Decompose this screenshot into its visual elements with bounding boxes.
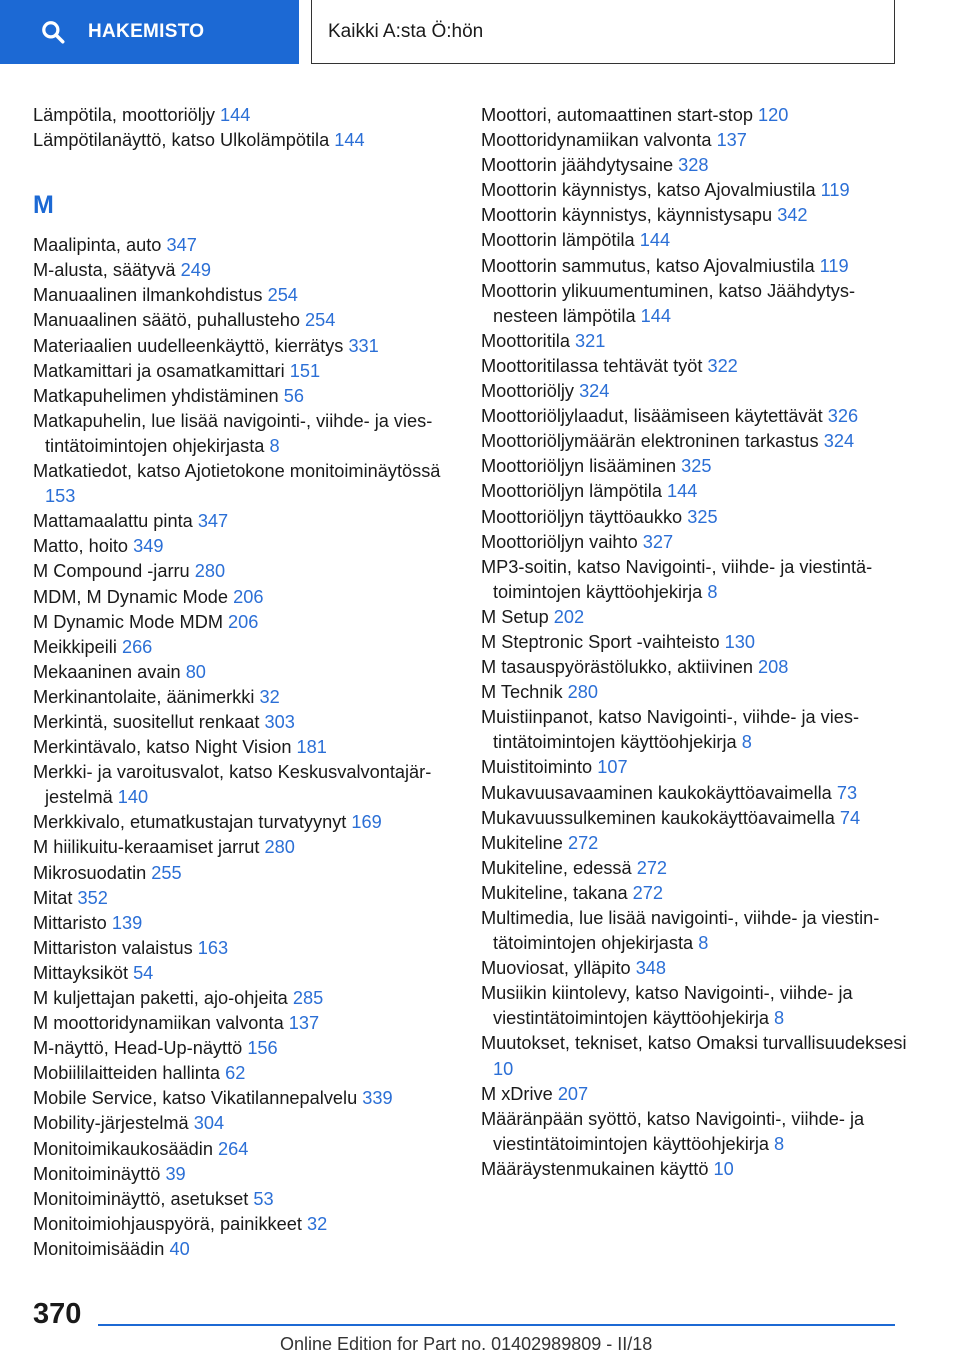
index-entry xyxy=(33,233,463,258)
index-entry-term: Manuaalinen ilmankohdistus xyxy=(33,285,263,306)
index-entry xyxy=(481,153,911,178)
index-entry-term: Moottoritilassa tehtävät työt xyxy=(481,355,703,376)
page-reference-link[interactable]: 266 xyxy=(121,636,153,657)
index-entry xyxy=(481,806,911,831)
page-reference-link[interactable]: 342 xyxy=(777,205,808,226)
footer-divider xyxy=(98,1324,895,1326)
index-entry-term: Materiaalien uudelleenkäyttö, kierrätys xyxy=(33,335,344,356)
index-list-right xyxy=(481,103,911,1182)
page-reference-link[interactable]: 54 xyxy=(133,962,154,983)
page-reference-link[interactable]: 327 xyxy=(642,531,674,552)
index-entry xyxy=(33,509,463,534)
index-entry xyxy=(481,680,911,705)
page-reference-link[interactable]: 280 xyxy=(264,837,295,858)
index-entry-term: Mukiteline, edessä xyxy=(481,857,632,878)
index-column-right xyxy=(481,103,911,1182)
page-reference-link[interactable]: 39 xyxy=(165,1163,186,1184)
index-entry xyxy=(33,635,463,660)
index-entry-term: Musiikin kiintolevy, katso Navigointi-, viihde- ja viestintätoimintojen käyttöohjekirja xyxy=(481,983,853,1029)
page-reference-link[interactable]: 32 xyxy=(259,686,280,707)
page-reference-link[interactable]: 120 xyxy=(758,105,789,125)
index-entry xyxy=(33,710,463,735)
index-entry xyxy=(33,986,463,1011)
index-entry-term: Mittayksiköt xyxy=(33,962,128,983)
page-reference-link[interactable]: 352 xyxy=(77,887,108,908)
index-entry-term: Muoviosat, ylläpito xyxy=(481,958,631,979)
index-column-left xyxy=(33,103,463,1262)
index-entry xyxy=(481,1157,911,1182)
index-entry-term: Moottoriöljy xyxy=(481,381,574,402)
index-entry xyxy=(33,861,463,886)
index-entry xyxy=(481,605,911,630)
index-entry xyxy=(33,610,463,635)
index-entry-term: Mittaristo xyxy=(33,912,107,933)
index-entry-term: Moottori, automaattinen start-stop xyxy=(481,105,753,125)
index-entry xyxy=(33,961,463,986)
page-reference-link[interactable]: 10 xyxy=(713,1158,734,1179)
page-reference-link[interactable]: 107 xyxy=(597,757,628,778)
index-entry-term: Matkapuhelimen yhdistäminen xyxy=(33,385,279,406)
index-entry xyxy=(481,128,911,153)
index-entry-term: Moottorin lämpötila xyxy=(481,230,635,251)
index-entry xyxy=(481,831,911,856)
index-entry-term: Moottorin jäähdytysaine xyxy=(481,155,674,176)
page-reference-link[interactable]: 137 xyxy=(716,130,747,151)
index-list-left xyxy=(33,233,463,1262)
index-entry-term: Moottoriöljylaadut, lisäämiseen käytettävät xyxy=(481,406,823,427)
index-entry xyxy=(481,856,911,881)
page-reference-link[interactable]: 169 xyxy=(351,812,382,833)
index-entry-term: M Steptronic Sport -vaihteisto xyxy=(481,631,720,652)
index-entry xyxy=(33,1187,463,1212)
page-reference-link[interactable]: 322 xyxy=(707,355,738,376)
index-entry-term: Manuaalinen säätö, puhallusteho xyxy=(33,310,300,331)
index-entry xyxy=(481,906,911,956)
index-entry xyxy=(481,781,911,806)
index-entry-term: Merkintä, suositellut renkaat xyxy=(33,711,260,732)
page-reference-link[interactable]: 181 xyxy=(296,737,327,758)
index-entry-term: M kuljettajan paketti, ajo-ohjeita xyxy=(33,988,288,1008)
page-reference-link[interactable]: 144 xyxy=(640,305,671,326)
page-reference-link[interactable]: 254 xyxy=(305,310,336,331)
index-entry xyxy=(33,911,463,936)
index-entry xyxy=(33,886,463,911)
page-reference-link[interactable]: 56 xyxy=(283,385,304,406)
index-entry-term: Mobile Service, katso Vikatilannepalvelu xyxy=(33,1088,358,1109)
index-entry-term: Maalipinta, auto xyxy=(33,235,162,256)
index-entry-term: M moottoridynamiikan valvonta xyxy=(33,1013,284,1034)
index-entry-term: Mukavuussulkeminen kaukokäyttöavaimella xyxy=(481,807,835,828)
index-entry xyxy=(481,178,911,203)
page-reference-link[interactable]: 264 xyxy=(218,1138,249,1159)
index-entry-term: Muistiinpanot, katso Navigointi-, viihde- ja viestintätoimintojen käyttöohjekirja xyxy=(481,707,860,753)
page-reference-link[interactable]: 325 xyxy=(687,506,718,527)
page-reference-link[interactable]: 137 xyxy=(288,1013,320,1034)
page-reference-link[interactable]: 40 xyxy=(169,1238,190,1259)
page-reference-link[interactable]: 8 xyxy=(698,933,709,954)
page-reference-link[interactable]: 8 xyxy=(707,581,718,602)
page-reference-link[interactable]: 156 xyxy=(247,1038,278,1059)
page-reference-link[interactable]: 254 xyxy=(267,285,298,306)
page-number: 370 xyxy=(33,1298,82,1330)
index-entry-term: Lämpötila, moottoriöljy xyxy=(33,105,215,125)
index-entry-term: Moottoriöljyn vaihto xyxy=(481,531,638,552)
page-reference-link[interactable]: 119 xyxy=(820,180,850,201)
index-entry xyxy=(33,384,463,409)
index-entry-term: Mukavuusavaaminen kaukokäyttöavaimella xyxy=(481,782,832,803)
index-entry-term: Monitoiminäyttö xyxy=(33,1163,161,1184)
index-entry xyxy=(33,936,463,961)
index-entry-term: Moottoriöljymäärän elektroninen tarkastus xyxy=(481,431,819,452)
index-entry xyxy=(481,354,911,379)
index-entry-term: M tasauspyörästölukko, aktiivinen xyxy=(481,657,753,678)
top-bar xyxy=(0,0,960,66)
page-reference-link[interactable]: 207 xyxy=(557,1083,589,1104)
page-reference-link[interactable]: 130 xyxy=(724,631,755,652)
index-entry xyxy=(33,1162,463,1187)
index-entry xyxy=(481,981,911,1031)
index-entry-term: M hiilikuitu-keraamiset jarrut xyxy=(33,837,260,858)
index-entry xyxy=(481,228,911,253)
index-entry-term: Muutokset, tekniset, katso Omaksi turvallisuudeksesi xyxy=(481,1033,907,1054)
page-reference-link[interactable]: 144 xyxy=(220,105,251,125)
index-entry-term: M-näyttö, Head-Up-näyttö xyxy=(33,1038,243,1059)
page-reference-link[interactable]: 119 xyxy=(819,255,849,276)
index-entry-term: M-alusta, säätyvä xyxy=(33,260,176,281)
index-entry xyxy=(33,308,463,333)
index-entry-term: Mekaaninen avain xyxy=(33,661,181,682)
index-entry-term: Määräystenmukainen käyttö xyxy=(481,1158,709,1179)
page-reference-link[interactable]: 249 xyxy=(180,260,211,281)
index-entry-term: Matkapuhelin, lue lisää navigointi-, viihde- ja viestintätoimintojen ohjekirjasta xyxy=(33,410,433,456)
index-entry xyxy=(481,505,911,530)
index-entry xyxy=(481,254,911,279)
page-reference-link[interactable]: 140 xyxy=(117,787,149,808)
index-entry xyxy=(33,1036,463,1061)
index-entry xyxy=(481,379,911,404)
page-reference-link[interactable]: 339 xyxy=(362,1088,393,1109)
page-reference-link[interactable]: 144 xyxy=(334,130,365,151)
page-reference-link[interactable]: 74 xyxy=(839,807,861,828)
index-search-tab[interactable] xyxy=(0,0,299,64)
page-reference-link[interactable]: 272 xyxy=(567,832,599,853)
page-reference-link[interactable]: 73 xyxy=(836,782,858,803)
index-entry xyxy=(481,329,911,354)
section-letter: M xyxy=(33,191,54,220)
page-reference-link[interactable]: 202 xyxy=(553,606,585,627)
index-entry-term: Mikrosuodatin xyxy=(33,862,147,883)
index-entry-term: Monitoimikaukosäädin xyxy=(33,1138,213,1159)
index-entry-term: Merkintävalo, katso Night Vision xyxy=(33,737,292,758)
index-entry xyxy=(481,555,911,605)
page-reference-link[interactable]: 321 xyxy=(575,330,606,351)
index-entry xyxy=(33,128,463,153)
page-reference-link[interactable]: 255 xyxy=(151,862,182,883)
page-reference-link[interactable]: 144 xyxy=(639,230,671,251)
index-entry xyxy=(481,630,911,655)
index-list-left-top xyxy=(33,103,463,153)
index-entry xyxy=(33,534,463,559)
index-entry-term: Merkkivalo, etumatkustajan turvatyynyt xyxy=(33,812,347,833)
index-entry xyxy=(33,1086,463,1111)
index-entry-term: Moottoriöljyn lisääminen xyxy=(481,456,677,477)
index-entry xyxy=(481,429,911,454)
page-reference-link[interactable]: 144 xyxy=(667,481,698,502)
index-entry xyxy=(33,459,463,509)
page-reference-link[interactable]: 304 xyxy=(193,1113,225,1134)
index-entry-term: Merkki- ja varoitusvalot, katso Keskusvalvontajärjestelmä xyxy=(33,762,432,808)
page-reference-link[interactable]: 80 xyxy=(185,661,206,682)
index-entry xyxy=(481,755,911,780)
index-entry xyxy=(33,760,463,810)
index-entry xyxy=(33,1111,463,1136)
index-entry-term: MDM, M Dynamic Mode xyxy=(33,586,229,607)
index-entry-term: Moottorin käynnistys, katso Ajovalmiustila xyxy=(481,180,816,201)
index-entry-term: Lämpötilanäyttö, katso Ulkolämpötila xyxy=(33,130,330,151)
index-entry xyxy=(481,1107,911,1157)
index-entry xyxy=(481,956,911,981)
index-entry-term: Muistitoiminto xyxy=(481,757,593,778)
index-entry xyxy=(33,685,463,710)
index-entry-term: Merkinantolaite, äänimerkki xyxy=(33,686,255,707)
index-tab-label: HAKEMISTO xyxy=(88,21,205,42)
page-reference-link[interactable]: 53 xyxy=(253,1188,274,1209)
index-entry xyxy=(33,1061,463,1086)
index-entry-term: Multimedia, lue lisää navigointi-, viihde- ja viestintätoimintojen ohjekirjasta xyxy=(481,908,880,954)
index-entry xyxy=(481,103,911,128)
page-reference-link[interactable]: 206 xyxy=(233,586,264,607)
page-reference-link[interactable]: 272 xyxy=(636,857,668,878)
page-reference-link[interactable]: 8 xyxy=(774,1133,785,1154)
index-entry-term: Mittariston valaistus xyxy=(33,937,193,958)
index-entry xyxy=(481,705,911,755)
index-entry-term: M Compound -jarru xyxy=(33,561,190,582)
index-entry xyxy=(33,103,463,128)
index-entry xyxy=(33,1237,463,1262)
index-entry xyxy=(481,203,911,228)
index-entry xyxy=(481,454,911,479)
index-entry xyxy=(33,559,463,584)
page-reference-link[interactable]: 347 xyxy=(197,511,229,532)
page-reference-link[interactable]: 8 xyxy=(741,732,752,753)
index-entry-term: MP3-soitin, katso Navigointi-, viihde- ja viestintätoimintojen käyttöohjekirja xyxy=(481,556,873,602)
search-icon xyxy=(40,19,66,45)
index-entry-term: Moottorin sammutus, katso Ajovalmiustila xyxy=(481,255,815,276)
index-entry xyxy=(33,810,463,835)
page-reference-link[interactable]: 10 xyxy=(493,1058,514,1079)
index-entry-term: Mobiililaitteiden hallinta xyxy=(33,1063,221,1084)
index-entry-term: M Setup xyxy=(481,606,549,627)
page-reference-link[interactable]: 303 xyxy=(264,711,295,732)
index-entry xyxy=(481,655,911,680)
page-reference-link[interactable]: 153 xyxy=(45,486,76,507)
page-reference-link[interactable]: 347 xyxy=(166,235,197,256)
page-reference-link[interactable]: 280 xyxy=(194,561,226,582)
page-reference-link[interactable]: 325 xyxy=(681,456,712,477)
index-entry xyxy=(33,585,463,610)
index-entry xyxy=(33,1137,463,1162)
page-reference-link[interactable]: 280 xyxy=(567,682,598,703)
index-entry xyxy=(33,409,463,459)
page-reference-link[interactable]: 349 xyxy=(133,536,164,557)
index-entry xyxy=(33,1212,463,1237)
index-entry-term: Mattamaalattu pinta xyxy=(33,511,193,532)
index-entry xyxy=(33,359,463,384)
index-entry-term: Mitat xyxy=(33,887,73,908)
index-entry-term: Matkamittari ja osamatkamittari xyxy=(33,360,285,381)
page-reference-link[interactable]: 8 xyxy=(774,1008,785,1029)
page-reference-link[interactable]: 163 xyxy=(197,937,229,958)
page-reference-link[interactable]: 324 xyxy=(579,381,610,402)
index-entry xyxy=(33,660,463,685)
index-entry-term: M xDrive xyxy=(481,1083,553,1104)
page-reference-link[interactable]: 32 xyxy=(306,1213,328,1234)
index-entry-term: Moottoritila xyxy=(481,330,570,351)
index-entry xyxy=(481,881,911,906)
index-entry-term: M Dynamic Mode MDM xyxy=(33,611,223,632)
index-entry-term: M Technik xyxy=(481,682,563,703)
index-entry xyxy=(481,1031,911,1081)
page-reference-link[interactable]: 348 xyxy=(635,958,667,979)
index-entry-term: Matkatiedot, katso Ajotietokone monitoiminäytössä xyxy=(33,461,441,482)
index-entry-term: Moottorin ylikuumentuminen, katso Jäähdytysnesteen lämpötila xyxy=(481,280,856,326)
index-entry xyxy=(33,835,463,860)
page-reference-link[interactable]: 331 xyxy=(348,335,379,356)
page-reference-link[interactable]: 326 xyxy=(827,406,859,427)
index-entry xyxy=(33,258,463,283)
page-reference-link[interactable]: 285 xyxy=(292,988,324,1008)
index-entry xyxy=(33,283,463,308)
page-reference-link[interactable]: 208 xyxy=(758,657,789,678)
page-reference-link[interactable]: 328 xyxy=(678,155,709,176)
index-entry xyxy=(481,404,911,429)
page-reference-link[interactable]: 272 xyxy=(632,882,664,903)
page-reference-link[interactable]: 8 xyxy=(269,435,280,456)
index-entry xyxy=(481,479,911,504)
index-entry-term: Moottorin käynnistys, käynnistysapu xyxy=(481,205,773,226)
index-entry-term: Monitoiminäyttö, asetukset xyxy=(33,1188,249,1209)
index-entry-term: Meikkipeili xyxy=(33,636,117,657)
index-entry-term: Monitoimisäädin xyxy=(33,1238,165,1259)
page-reference-link[interactable]: 139 xyxy=(111,912,143,933)
breadcrumb[interactable]: Kaikki A:sta Ö:hön xyxy=(311,0,895,64)
page-reference-link[interactable]: 324 xyxy=(823,431,855,452)
index-entry-term: Mobility-järjestelmä xyxy=(33,1113,189,1134)
page-reference-link[interactable]: 62 xyxy=(225,1063,246,1084)
page-reference-link[interactable]: 206 xyxy=(228,611,259,632)
index-entry-term: Monitoimiohjauspyörä, painikkeet xyxy=(33,1213,302,1234)
index-entry xyxy=(33,1011,463,1036)
index-entry-term: Mukiteline, takana xyxy=(481,882,628,903)
index-entry xyxy=(481,530,911,555)
index-entry-term: Moottoridynamiikan valvonta xyxy=(481,130,712,151)
index-entry xyxy=(481,1082,911,1107)
edition-note: Online Edition for Part no. 01402989809 - II/18 xyxy=(280,1334,653,1354)
index-entry-term: Mukiteline xyxy=(481,832,563,853)
page-reference-link[interactable]: 151 xyxy=(289,360,321,381)
index-entry xyxy=(33,735,463,760)
index-entry-term: Moottoriöljyn lämpötila xyxy=(481,481,662,502)
index-entry-term: Matto, hoito xyxy=(33,536,129,557)
index-entry xyxy=(481,279,911,329)
index-entry xyxy=(33,334,463,359)
index-entry-term: Määränpään syöttö, katso Navigointi-, viihde- ja viestintätoimintojen käyttöohjekirja xyxy=(481,1108,865,1154)
index-entry-term: Moottoriöljyn täyttöaukko xyxy=(481,506,683,527)
